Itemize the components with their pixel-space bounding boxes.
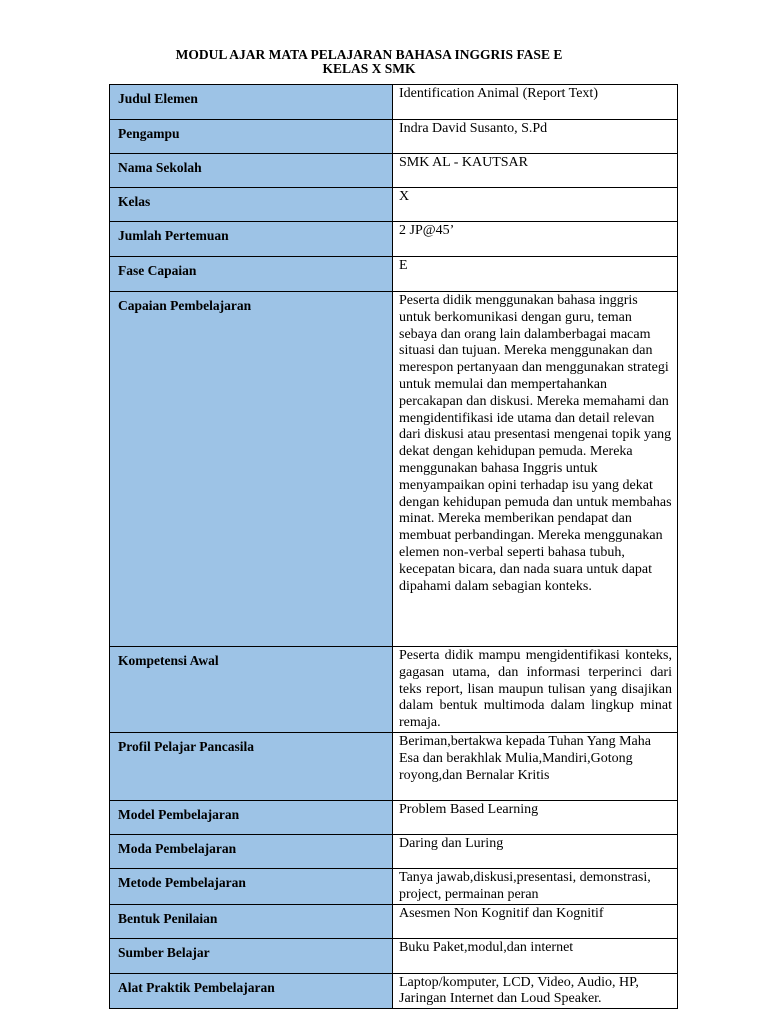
document-title <box>0 48 738 76</box>
row-label-bentuk-penilaian: Bentuk Penilaian <box>110 904 393 938</box>
table-row <box>110 868 678 904</box>
row-label-alat-praktik-pembelajaran: Alat Praktik Pembelajaran <box>110 973 393 1009</box>
row-label-judul-elemen: Judul Elemen <box>110 85 393 120</box>
row-label-jumlah-pertemuan: Jumlah Pertemuan <box>110 222 393 257</box>
row-value-kompetensi-awal: Peserta didik mampu mengidentifikasi konteks, gagasan utama, dan informasi terperinci dari teks report, lisan maupun tulisan yang disajikan dalam bentuk multimoda dalam lingkup minat remaja. <box>393 647 678 733</box>
table-row <box>110 154 678 188</box>
row-value-sumber-belajar: Buku Paket,modul,dan internet <box>393 938 678 973</box>
row-value-kelas: X <box>393 188 678 222</box>
module-info-table <box>109 84 678 1009</box>
table-row <box>110 188 678 222</box>
title-line-1: MODUL AJAR MATA PELAJARAN BAHASA INGGRIS FASE E <box>175 47 563 62</box>
table-row <box>110 292 678 647</box>
table-row <box>110 800 678 834</box>
row-label-moda-pembelajaran: Moda Pembelajaran <box>110 834 393 868</box>
row-label-sumber-belajar: Sumber Belajar <box>110 938 393 973</box>
table-row <box>110 257 678 292</box>
table-row <box>110 647 678 733</box>
row-value-capaian-pembelajaran: Peserta didik menggunakan bahasa inggris untuk berkomunikasi dengan guru, teman sebaya dan orang lain dalamberbagai macam situasi dan tujuan. Mereka menggunakan dan merespon pertanyaan dan menggunakan strategi untuk memulai dan mempertahankan percakapan dan diskusi. Mereka memahami dan mengidentifikasi ide utama dan detail relevan dari diskusi atau presentasi mengenai topik yang dekat dengan kehidupan pemuda. Mereka menggunakan bahasa Inggris untuk menyampaikan opini terhadap isu yang dekat dengan kehidupan pemuda dan untuk membahas minat. Mereka memberikan pendapat dan membuat perbandingan. Mereka menggunakan elemen non-verbal seperti bahasa tubuh, kecepatan bicara, dan nada suara untuk dapat dipahami dalam sebagian konteks. <box>393 292 678 647</box>
row-value-pengampu: Indra David Susanto, S.Pd <box>393 120 678 154</box>
table-row <box>110 120 678 154</box>
row-value-judul-elemen: Identification Animal (Report Text) <box>393 85 678 120</box>
row-value-model-pembelajaran: Problem Based Learning <box>393 800 678 834</box>
row-value-moda-pembelajaran: Daring dan Luring <box>393 834 678 868</box>
table-row <box>110 938 678 973</box>
row-label-fase-capaian: Fase Capaian <box>110 257 393 292</box>
row-label-pengampu: Pengampu <box>110 120 393 154</box>
row-value-profil-pelajar-pancasila: Beriman,bertakwa kepada Tuhan Yang Maha Esa dan berakhlak Mulia,Mandiri,Gotong royong,dan Bernalar Kritis <box>393 732 678 800</box>
table-row <box>110 904 678 938</box>
row-value-fase-capaian: E <box>393 257 678 292</box>
table-row <box>110 222 678 257</box>
row-value-metode-pembelajaran: Tanya jawab,diskusi,presentasi, demonstrasi, project, permainan peran <box>393 868 678 904</box>
row-label-capaian-pembelajaran: Capaian Pembelajaran <box>110 292 393 647</box>
table-row <box>110 85 678 120</box>
row-value-jumlah-pertemuan: 2 JP@45’ <box>393 222 678 257</box>
table-row <box>110 732 678 800</box>
row-label-kompetensi-awal: Kompetensi Awal <box>110 647 393 733</box>
table-row <box>110 834 678 868</box>
row-label-profil-pelajar-pancasila: Profil Pelajar Pancasila <box>110 732 393 800</box>
row-label-nama-sekolah: Nama Sekolah <box>110 154 393 188</box>
row-value-bentuk-penilaian: Asesmen Non Kognitif dan Kognitif <box>393 904 678 938</box>
row-label-model-pembelajaran: Model Pembelajaran <box>110 800 393 834</box>
title-line-2: KELAS X SMK <box>322 61 416 76</box>
row-label-metode-pembelajaran: Metode Pembelajaran <box>110 868 393 904</box>
row-value-alat-praktik-pembelajaran: Laptop/komputer, LCD, Video, Audio, HP, Jaringan Internet dan Loud Speaker. <box>393 973 678 1009</box>
row-value-nama-sekolah: SMK AL - KAUTSAR <box>393 154 678 188</box>
row-label-kelas: Kelas <box>110 188 393 222</box>
table-row <box>110 973 678 1009</box>
